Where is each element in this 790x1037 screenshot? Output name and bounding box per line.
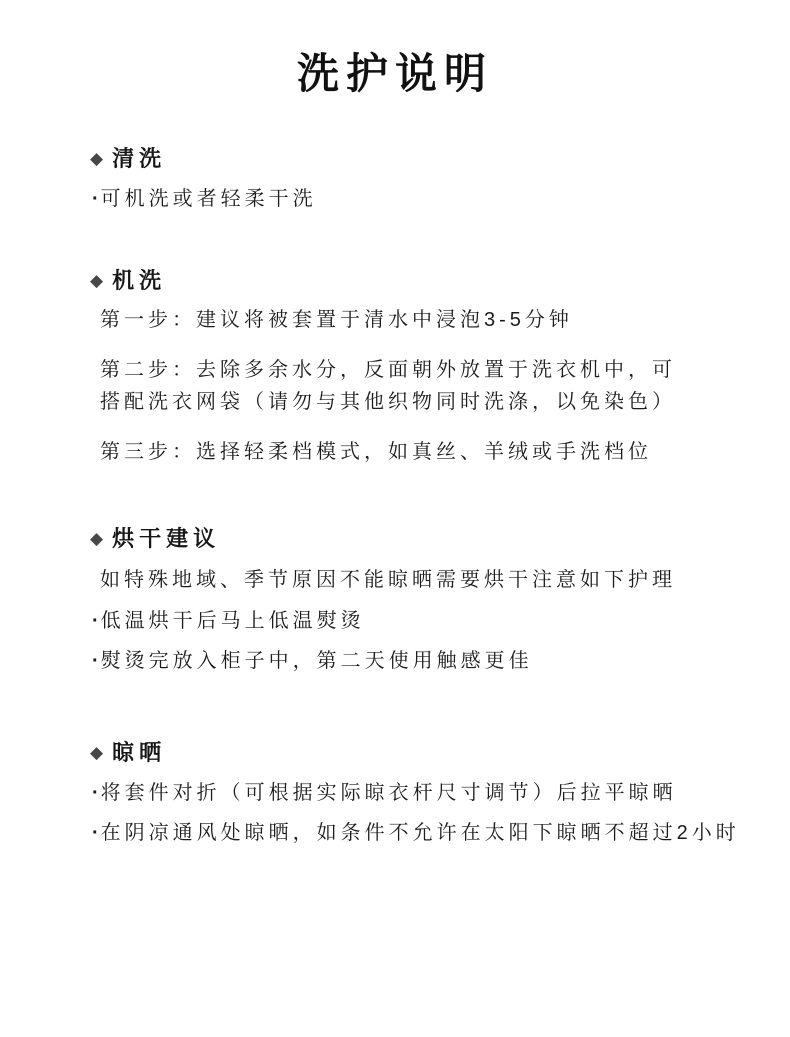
care-line-text: 熨烫完放入柜子中，第二天使用触感更佳 xyxy=(100,650,533,672)
diamond-bullet-icon: ◆ xyxy=(90,149,104,168)
care-line xyxy=(92,818,760,848)
section-heading-label: 清洗 xyxy=(112,146,167,171)
dot-bullet-icon: · xyxy=(92,650,99,672)
care-line-text: 第二步：去除多余水分，反面朝外放置于洗衣机中，可 xyxy=(100,359,676,381)
care-line xyxy=(92,646,760,676)
dot-bullet-icon: · xyxy=(92,610,99,632)
dot-bullet-icon: · xyxy=(92,822,99,844)
care-line-text: 可机洗或者轻柔干洗 xyxy=(100,188,317,210)
care-line xyxy=(100,564,760,596)
care-line xyxy=(92,778,760,808)
section-heading-label: 机洗 xyxy=(112,268,167,293)
section-heading xyxy=(90,524,760,554)
page-title: 洗护说明 xyxy=(296,50,493,97)
diamond-bullet-icon: ◆ xyxy=(90,743,104,762)
section-machine-wash xyxy=(90,266,760,468)
care-line-text: 将套件对折（可根据实际晾衣杆尺寸调节）后拉平晾晒 xyxy=(100,782,677,804)
care-line xyxy=(92,184,760,214)
section-heading-label: 烘干建议 xyxy=(112,526,221,551)
section-drying-advice xyxy=(90,524,760,676)
diamond-bullet-icon: ◆ xyxy=(90,271,104,290)
care-step-3 xyxy=(100,436,760,468)
section-heading xyxy=(90,266,760,296)
diamond-bullet-icon: ◆ xyxy=(90,529,104,548)
section-heading xyxy=(90,738,760,768)
care-step-1 xyxy=(100,304,760,336)
care-line-text: 在阴凉通风处晾晒，如条件不允许在太阳下晾晒不超过2小时 xyxy=(100,822,740,844)
care-sections xyxy=(0,144,790,848)
care-line-text: 搭配洗衣网袋（请勿与其他织物同时洗涤，以免染色） xyxy=(100,391,676,413)
dot-bullet-icon: · xyxy=(92,782,99,804)
care-line-text: 第一步：建议将被套置于清水中浸泡3-5分钟 xyxy=(100,309,573,331)
section-heading xyxy=(90,144,760,174)
dot-bullet-icon: · xyxy=(92,188,99,210)
care-step-2 xyxy=(100,354,760,418)
section-heading-label: 晾晒 xyxy=(112,740,167,765)
care-line xyxy=(92,606,760,636)
section-cleaning xyxy=(90,144,760,214)
section-sun-drying xyxy=(90,738,760,848)
care-line-text: 如特殊地域、季节原因不能晾晒需要烘干注意如下护理 xyxy=(100,569,676,591)
care-line-text: 第三步：选择轻柔档模式，如真丝、羊绒或手洗档位 xyxy=(100,441,652,463)
care-line-text: 低温烘干后马上低温熨烫 xyxy=(100,610,365,632)
